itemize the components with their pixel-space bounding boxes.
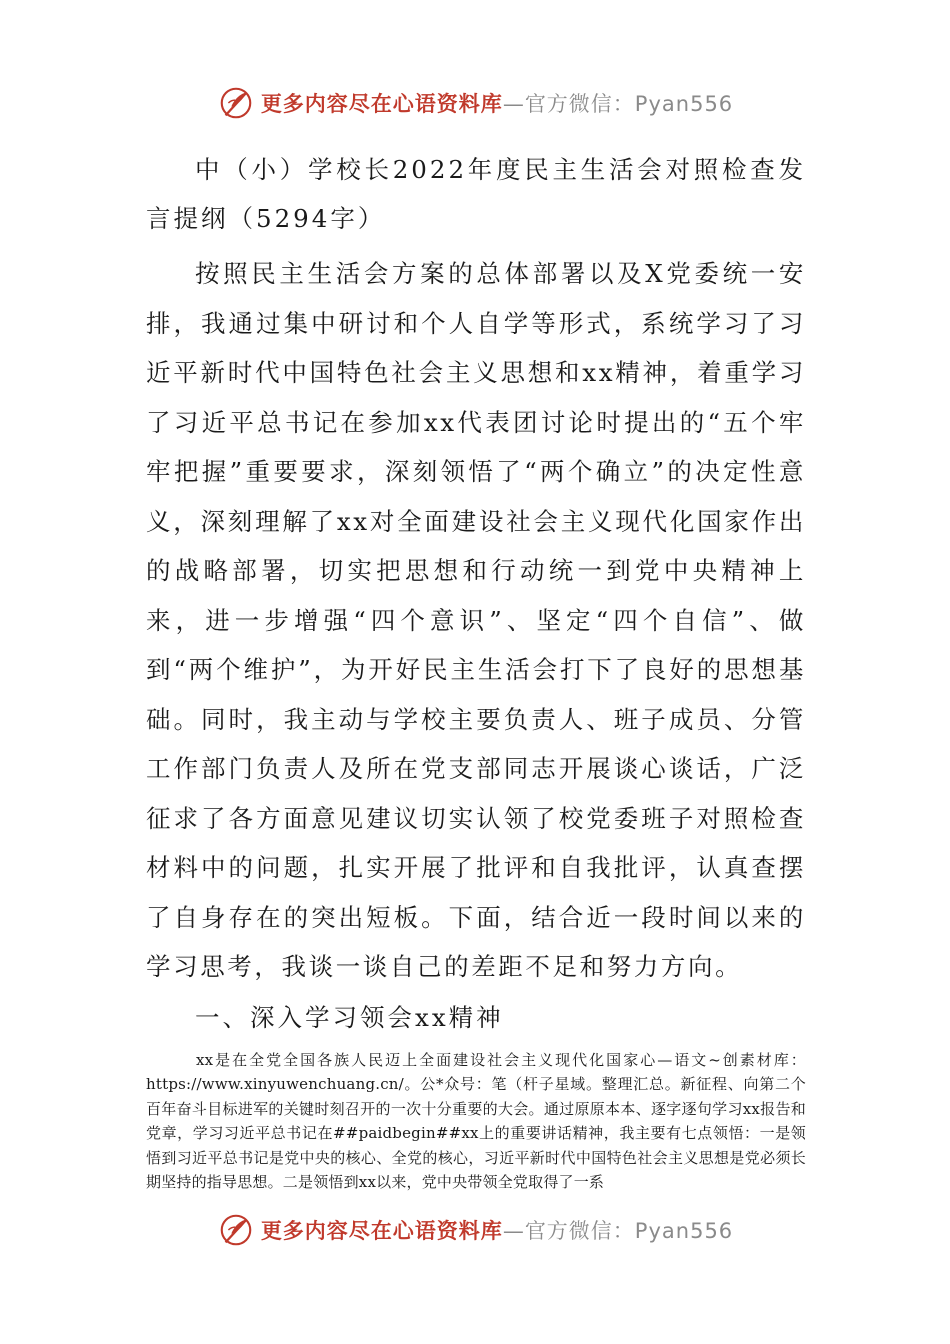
document-body (146, 145, 806, 1191)
footer-watermark-banner (0, 1207, 950, 1253)
intro-paragraph: 按照民主生活会方案的总体部署以及X党委统一安排，我通过集中研讨和个人自学等形式，系统学习了习近平新时代中国特色社会主义思想和xx精神，着重学习了习近平总书记在参加xx代表团讨论时提出的“五个牢牢把握”重要要求，深刻领悟了“两个确立”的决定性意义，深刻理解了xx对全面建设社会主义现代化国家作出的战略部署，切实把思想和行动统一到党中央精神上来，进一步增强“四个意识”、坚定“四个自信”、做到“两个维护”，为开好民主生活会打下了良好的思想基础。同时，我主动与学校主要负责人、班子成员、分管工作部门负责人及所在党支部同志开展谈心谈话，广泛征求了各方面意见建议切实认领了校党委班子对照检查材料中的问题，扎实开展了批评和自我批评，认真查摆了自身存在的突出短板。下面，结合近一段时间以来的学习思考，我谈一谈自己的差距不足和努力方向。 (146, 259, 806, 981)
section-body-text: xx是在全党全国各族人民迈上全面建设社会主义现代化国家心—语文~创素材库：https://www.xinyuwenchuang.cn/。公*众号：笔（杆子星域。整理汇总。新征程、向第二个百年奋斗目标进军的关键时刻召开的一次十分重要的大会。通过原原本本、逐字逐句学习xx报告和党章，学习习近平总书记在##paidbegin##xx上的重要讲话精神，我主要有七点领悟：一是领悟到习近平总书记是党中央的核心、全党的核心，习近平新时代中国特色社会主义思想是党必须长期坚持的指导思想。二是领悟到xx以来，党中央带领全党取得了一系 (146, 1050, 806, 1191)
header-watermark-banner (0, 80, 950, 126)
document-title: 中（小）学校长2022年度民主生活会对照检查发言提纲（5294字） (146, 155, 806, 233)
quill-logo-icon (217, 84, 255, 122)
banner-text: 更多内容尽在心语资料库—官方微信：Pyan556 (260, 1218, 734, 1243)
section-heading: 一、深入学习领会xx精神 (195, 1002, 504, 1032)
banner-text: 更多内容尽在心语资料库—官方微信：Pyan556 (260, 91, 734, 116)
quill-logo-icon (217, 1211, 255, 1249)
